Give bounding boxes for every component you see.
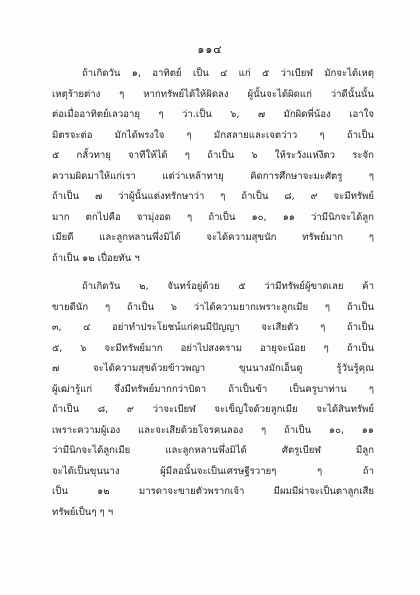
text-line: ถ้าเป็น ๘, ๙ ว่าจะเบียฬ จะเข็ญใจด้วยลูกเมีย จะได้สินทรัพย์ — [52, 404, 374, 415]
text-line: ถ้าเกิดวัน ๑, อาทิตย์ เป็น ๔ แก่ ๕ ว่าเบียฬ มักจะได้เหตุ — [82, 68, 374, 79]
text-line: ๓, ๔ อย่าทำประโยชน์แก่คนมีปัญญา จะเสียตัว ๆ ถ้าเป็น — [52, 322, 374, 333]
text-line: ความผิดมาให้แก่เรา แต่ว่าเหล้าทายุ คิดการศึกษาจะมะศัตรู ๆ — [52, 170, 374, 182]
text-line: ถ้าเป็น ๗ ว่าผู้นั้นแต่งทรักษาว่า ๆ ถ้าเป็น ๘, ๙ จะมีทรัพย์ — [52, 191, 374, 202]
text-line: จะได้เป็นขุนนาง ผู้มีลอนั้นจะเป็นเศรษฐีรวายๆ ๆ ถ้า — [52, 465, 374, 477]
paragraph-gap — [52, 269, 374, 277]
text-line: ผู้เฒ่ารู้แก่ จึ่งมีทรัพย์มากกว่าบิดา ถ้าเป็นข้า เป็นครูบาท่าน ๆ — [52, 383, 374, 395]
text-line: เมียดี และลูกหลานพึ่งมิได้ จะได้ความสุขนัก ทรัพย์มาก ๆ — [52, 232, 374, 243]
text-line: เป็น ๑๒ มารดาจะขายตัวพรากเจ้า มีผมมีผ่าจะเป็นตาลูกเสีย — [52, 486, 374, 497]
text-line: ทรัพย์เป็นๆ ๆ ฯ — [52, 506, 114, 518]
text-line: ถ้าเกิดวัน ๒, จันทร์อยู่ด้วย ๕ ว่ามีทรัพย์ผู้ขาดเลย ค้า — [82, 281, 374, 292]
text-line: ว่ามีนิกจะได้ลูกเมีย และลูกหลานพึ่งมิได้ ศัตรูเบียฬ มีลูก — [52, 445, 374, 456]
text-line: ขายดีนัก ๆ ถ้าเป็น ๖ ว่าได้ความยากเพราะลูกเมีย ๆ ถ้าเป็น — [52, 301, 374, 313]
text-line: มาก ตกไปคือ จามุ่งอด ๆ ถ้าเป็น ๑๐, ๑๑ ว่ามีนิกจะได้ลูก — [52, 211, 374, 223]
text-line: ๕, ๖ จะมีทรัพย์มาก อย่าไปสงคราม อายุจะน้อย ๆ ถ้าเป็น — [52, 342, 374, 354]
paragraph-2 — [52, 277, 374, 523]
text-line: เพราะความผู้เอง และจะเสียด้วยโจรคนลอง ๆ ถ้าเป็น ๑๐, ๑๑ — [52, 424, 374, 436]
paragraph-1 — [52, 64, 374, 269]
text-line: ถ้าเป็น ๑๒ เปื่อยทัน ฯ — [52, 252, 140, 264]
page-number: ๑๑๔ — [197, 43, 223, 56]
text-line: เหตุร้ายต่าง ๆ หากทรัพย์ได้ให้ผิดลง ผู้นั้นจะได้ผิดแก่ ว่าดีนั้นนั้น — [52, 88, 374, 100]
text-line: ต่อเมื่ออาทิตย์เลวอายุ ๆ ว่า.เป็น ๖, ๗ มักผิดพี่น้อง เอาใจ — [52, 109, 374, 120]
text-line: มิตรจะต่อ มักได้พรงใจ ๆ มักสลายและเจตว่าว ๆ ถ้าเป็น — [52, 129, 374, 141]
text-line: ๕ กลั้วทายุ จาทีให้ได้ ๆ ถ้าเป็น ๖ ให้ระวังแห่งีตว ระจัก — [52, 150, 374, 161]
document-body — [52, 64, 374, 523]
text-line: ๗ จะได้ความสุขด้วยข้าวพญา ขุนนางมักเอ็นดู รู้วันรู้คุณ — [52, 363, 374, 374]
